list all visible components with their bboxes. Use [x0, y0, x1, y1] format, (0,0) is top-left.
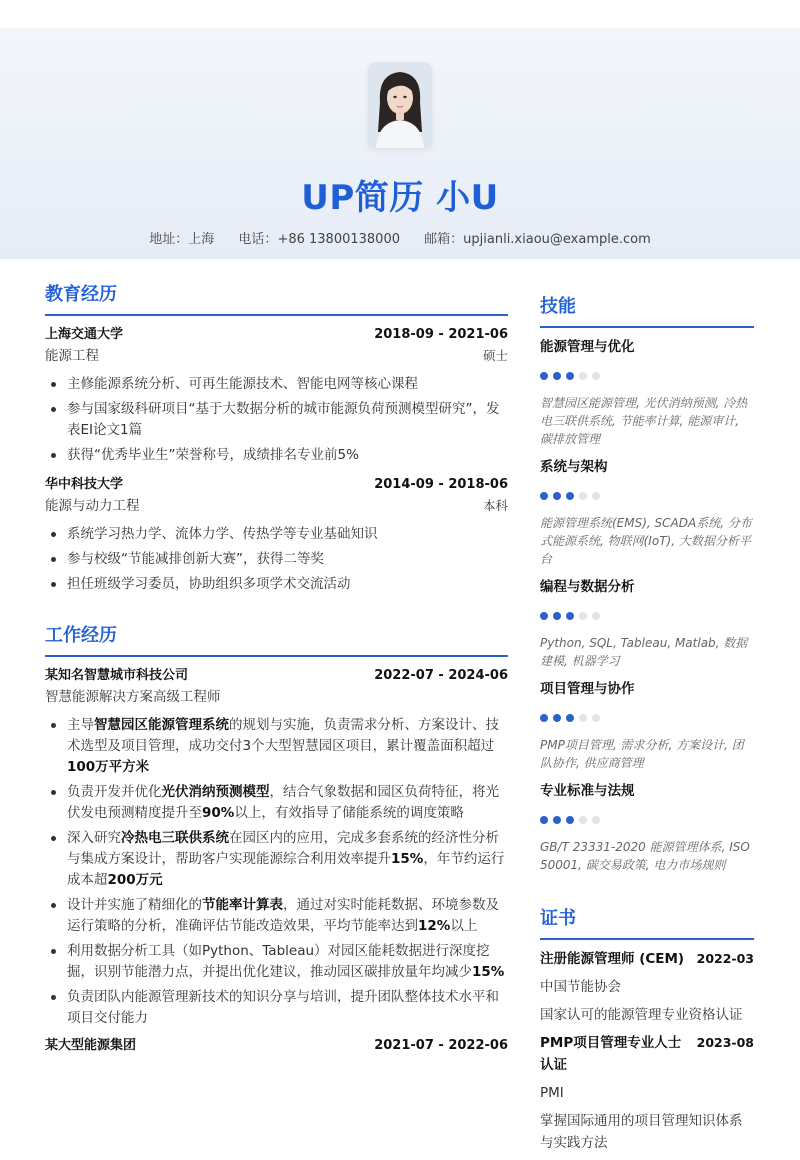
skill-level-rating — [540, 612, 754, 620]
section-title-certs: 证书 — [540, 904, 754, 940]
skill-item — [540, 456, 754, 568]
rating-dot — [579, 816, 587, 824]
work-entry — [45, 665, 508, 1029]
contact-address: 地址：上海 — [149, 232, 215, 247]
cert-date: 2023-08 — [696, 1035, 754, 1050]
education-entry — [45, 474, 508, 595]
skill-item — [540, 780, 754, 874]
skill-name: 能源管理与优化 — [540, 339, 635, 355]
contact-info — [0, 228, 800, 247]
skill-description: 能源管理系统(EMS), SCADA系统, 分布式能源系统, 物联网(IoT), 大数据分析平台 — [540, 516, 752, 566]
cert-issuer: 中国节能协会 — [540, 979, 621, 995]
entry-date: 2018-09 - 2021-06 — [374, 327, 508, 342]
entry-date: 2014-09 - 2018-06 — [374, 477, 508, 492]
entry-date: 2021-07 - 2022-06 — [374, 1038, 508, 1053]
section-title-skills: 技能 — [540, 292, 754, 328]
cert-item — [540, 948, 754, 1026]
list-item: 设计并实施了精细化的节能率计算表，通过对实时能耗数据、环境参数及运行策略的分析，准确评估节能改造效果，平均节能率达到12%以上 — [45, 895, 508, 937]
cert-description: 国家认可的能源管理专业资格认证 — [540, 1007, 743, 1023]
skill-name: 专业标准与法规 — [540, 783, 635, 799]
rating-dot — [566, 714, 574, 722]
cert-name: PMP项目管理专业人士认证 — [540, 1035, 682, 1073]
rating-dot — [553, 714, 561, 722]
skill-level-rating — [540, 372, 754, 380]
portrait-image — [368, 62, 432, 148]
cert-issuer: PMI — [540, 1085, 564, 1101]
skill-level-rating — [540, 816, 754, 824]
rating-dot — [579, 492, 587, 500]
skill-description: 智慧园区能源管理, 光伏消纳预测, 冷热电三联供系统, 节能率计算, 能源审计, 碳排放管理 — [540, 396, 748, 446]
list-item: 获得“优秀毕业生”荣誉称号，成绩排名专业前5% — [45, 445, 508, 466]
list-item: 参与校级“节能减排创新大赛”，获得二等奖 — [45, 549, 508, 570]
rating-dot — [592, 492, 600, 500]
avatar — [368, 62, 432, 148]
list-item: 负责团队内能源管理新技术的知识分享与培训，提升团队整体技术水平和项目交付能力 — [45, 987, 508, 1029]
rating-dot — [592, 612, 600, 620]
school-name: 华中科技大学 — [45, 477, 124, 492]
work-entry — [45, 1035, 508, 1057]
rating-dot — [540, 714, 548, 722]
skill-item — [540, 678, 754, 772]
rating-dot — [553, 372, 561, 380]
main-column — [45, 280, 508, 1057]
rating-dot — [553, 816, 561, 824]
skill-name: 编程与数据分析 — [540, 579, 635, 595]
section-title-education: 教育经历 — [45, 280, 508, 316]
side-column — [540, 292, 754, 1160]
skill-name: 系统与架构 — [540, 459, 608, 475]
list-item: 负责开发并优化光伏消纳预测模型，结合气象数据和园区负荷特征，将光伏发电预测精度提升至90%以上，有效指导了储能系统的调度策略 — [45, 782, 508, 824]
rating-dot — [540, 816, 548, 824]
list-item: 担任班级学习委员，协助组织多项学术交流活动 — [45, 574, 508, 595]
skill-item — [540, 336, 754, 448]
list-item: 利用数据分析工具（如Python、Tableau）对园区能耗数据进行深度挖掘，识别节能潜力点，并提出优化建议，推动园区碳排放量年均减少15% — [45, 941, 508, 983]
skill-item — [540, 576, 754, 670]
skill-level-rating — [540, 714, 754, 722]
rating-dot — [566, 816, 574, 824]
company-name: 某知名智慧城市科技公司 — [45, 668, 189, 683]
rating-dot — [553, 492, 561, 500]
major: 能源与动力工程 — [45, 498, 140, 514]
skill-description: GB/T 23331-2020 能源管理体系, ISO 50001, 碳交易政策, 电力市场规则 — [540, 840, 750, 872]
rating-dot — [592, 816, 600, 824]
cert-date: 2022-03 — [696, 951, 754, 966]
degree: 硕士 — [482, 348, 508, 363]
education-entry — [45, 324, 508, 466]
rating-dot — [540, 372, 548, 380]
cert-description: 掌握国际通用的项目管理知识体系与实践方法 — [540, 1113, 743, 1151]
cert-name: 注册能源管理师 (CEM) — [540, 951, 685, 967]
rating-dot — [540, 612, 548, 620]
rating-dot — [592, 714, 600, 722]
contact-email: 邮箱：upjianli.xiaou@example.com — [424, 232, 651, 247]
job-title: 智慧能源解决方案高级工程师 — [45, 689, 221, 705]
list-item: 系统学习热力学、流体力学、传热学等专业基础知识 — [45, 524, 508, 545]
skill-name: 项目管理与协作 — [540, 681, 635, 697]
list-item: 主修能源系统分析、可再生能源技术、智能电网等核心课程 — [45, 374, 508, 395]
rating-dot — [592, 372, 600, 380]
school-name: 上海交通大学 — [45, 327, 124, 342]
list-item: 深入研究冷热电三联供系统在园区内的应用，完成多套系统的经济性分析与集成方案设计，帮助客户实现能源综合利用效率提升15%，年节约运行成本超200万元 — [45, 828, 508, 891]
company-name: 某大型能源集团 — [45, 1038, 137, 1053]
rating-dot — [540, 492, 548, 500]
contact-phone: 电话：+86 13800138000 — [238, 232, 400, 247]
cert-item — [540, 1032, 754, 1154]
section-title-work: 工作经历 — [45, 621, 508, 657]
skill-level-rating — [540, 492, 754, 500]
skill-description: Python, SQL, Tableau, Matlab, 数据建模, 机器学习 — [540, 636, 748, 668]
skill-description: PMP项目管理, 需求分析, 方案设计, 团队协作, 供应商管理 — [540, 738, 744, 770]
rating-dot — [553, 612, 561, 620]
rating-dot — [566, 492, 574, 500]
entry-date: 2022-07 - 2024-06 — [374, 668, 508, 683]
major: 能源工程 — [45, 348, 99, 364]
rating-dot — [566, 372, 574, 380]
rating-dot — [579, 714, 587, 722]
degree: 本科 — [482, 498, 508, 513]
rating-dot — [566, 612, 574, 620]
list-item: 主导智慧园区能源管理系统的规划与实施，负责需求分析、方案设计、技术选型及项目管理，成功交付3个大型智慧园区项目，累计覆盖面积超过100万平方米 — [45, 715, 508, 778]
rating-dot — [579, 372, 587, 380]
page-title: UP简历 小U — [301, 178, 499, 218]
rating-dot — [579, 612, 587, 620]
list-item: 参与国家级科研项目“基于大数据分析的城市能源负荷预测模型研究”，发表EI论文1篇 — [45, 399, 508, 441]
